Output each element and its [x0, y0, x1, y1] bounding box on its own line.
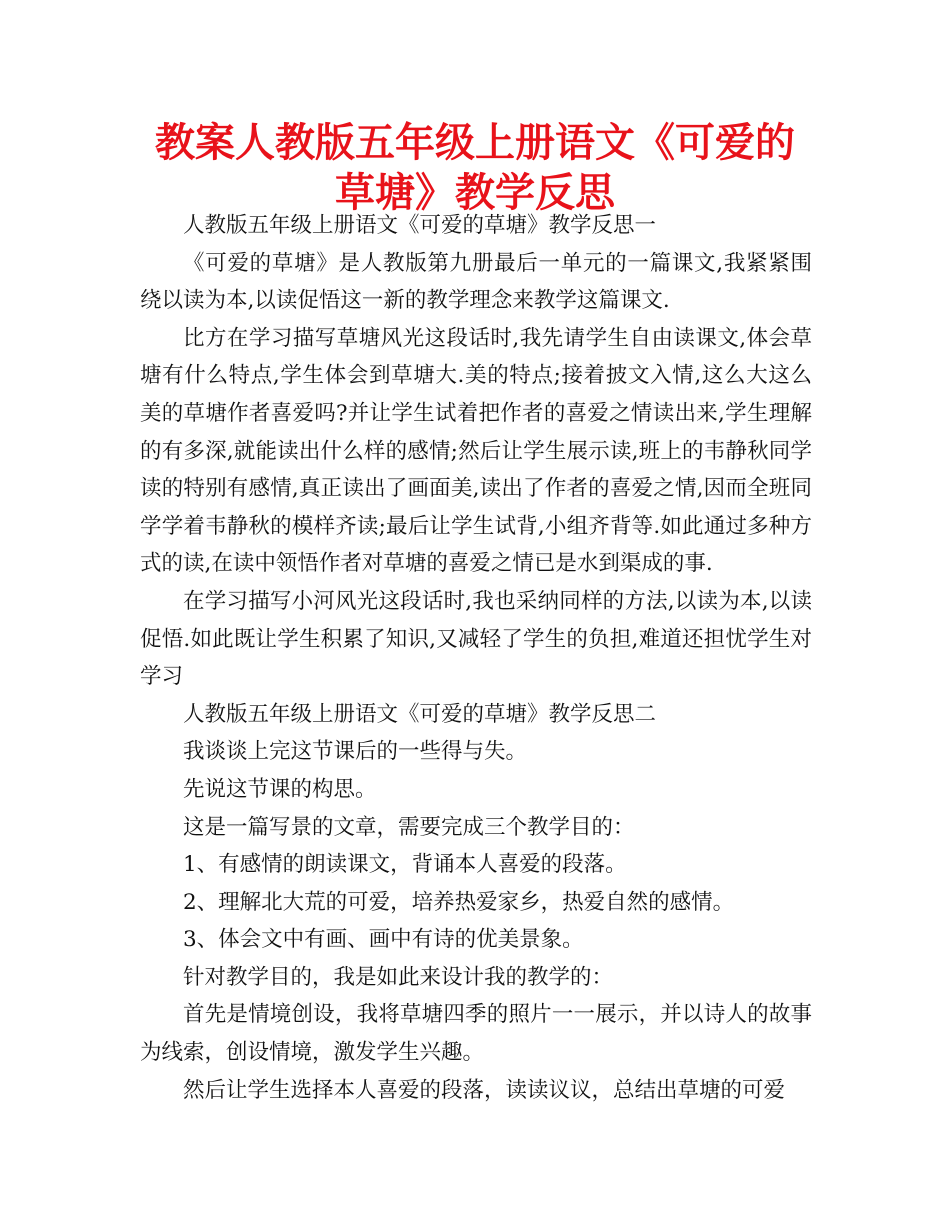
list-item: 3、体会文中有画、画中有诗的优美景象。	[183, 927, 584, 953]
paragraph: 这是一篇写景的文章，需要完成三个教学目的：	[183, 814, 635, 840]
section-heading-1: 人教版五年级上册语文《可爱的草塘》教学反思一	[183, 213, 657, 238]
document-title: 教案人教版五年级上册语文《可爱的草塘》教学反思	[155, 120, 795, 216]
paragraph: 比方在学习描写草塘风光这段话时,我先请学生自由读课文,体会草塘有什么特点,学生体会到草塘大.美的特点;接着披文入情,这么大这么美的草塘作者喜爱吗?并让学生试着把作者的喜爱之情读出来,学生理解的有多深,就能读出什么样的感情;然后让学生展示读,班上的韦静秋同学读的特别有感情,真正读出了画面美,读出了作者的喜爱之情,因而全班同学学着韦静秋的模样齐读;最后让学生试背,小组齐背等.如此通过多种方式的读,在读中领悟作者对草塘的喜爱之情已是水到渠成的事.	[140, 325, 812, 577]
paragraph: 《可爱的草塘》是人教版第九册最后一单元的一篇课文,我紧紧围绕以读为本,以读促悟这一新的教学理念来教学这篇课文.	[140, 250, 812, 314]
section-heading-2: 人教版五年级上册语文《可爱的草塘》教学反思二	[183, 701, 657, 727]
paragraph: 在学习描写小河风光这段话时,我也采纳同样的方法,以读为本,以读促悟.如此既让学生积累了知识,又减轻了学生的负担,难道还担忧学生对学习	[140, 588, 812, 690]
list-item: 1、有感情的朗读课文，背诵本人喜爱的段落。	[183, 852, 627, 878]
paragraph: 首先是情境创设，我将草塘四季的照片一一展示，并以诗人的故事为线索，创设情境，激发学生兴趣。	[140, 1002, 812, 1066]
paragraph: 我谈谈上完这节课后的一些得与失。	[183, 739, 528, 765]
paragraph: 先说这节课的构思。	[183, 776, 377, 802]
list-item: 2、理解北大荒的可爱，培养热爱家乡，热爱自然的感情。	[183, 889, 735, 915]
paragraph: 然后让学生选择本人喜爱的段落，读读议议，总结出草塘的可爱	[183, 1077, 786, 1103]
document-body	[140, 207, 812, 1109]
paragraph: 针对教学目的，我是如此来设计我的教学的：	[183, 964, 614, 990]
